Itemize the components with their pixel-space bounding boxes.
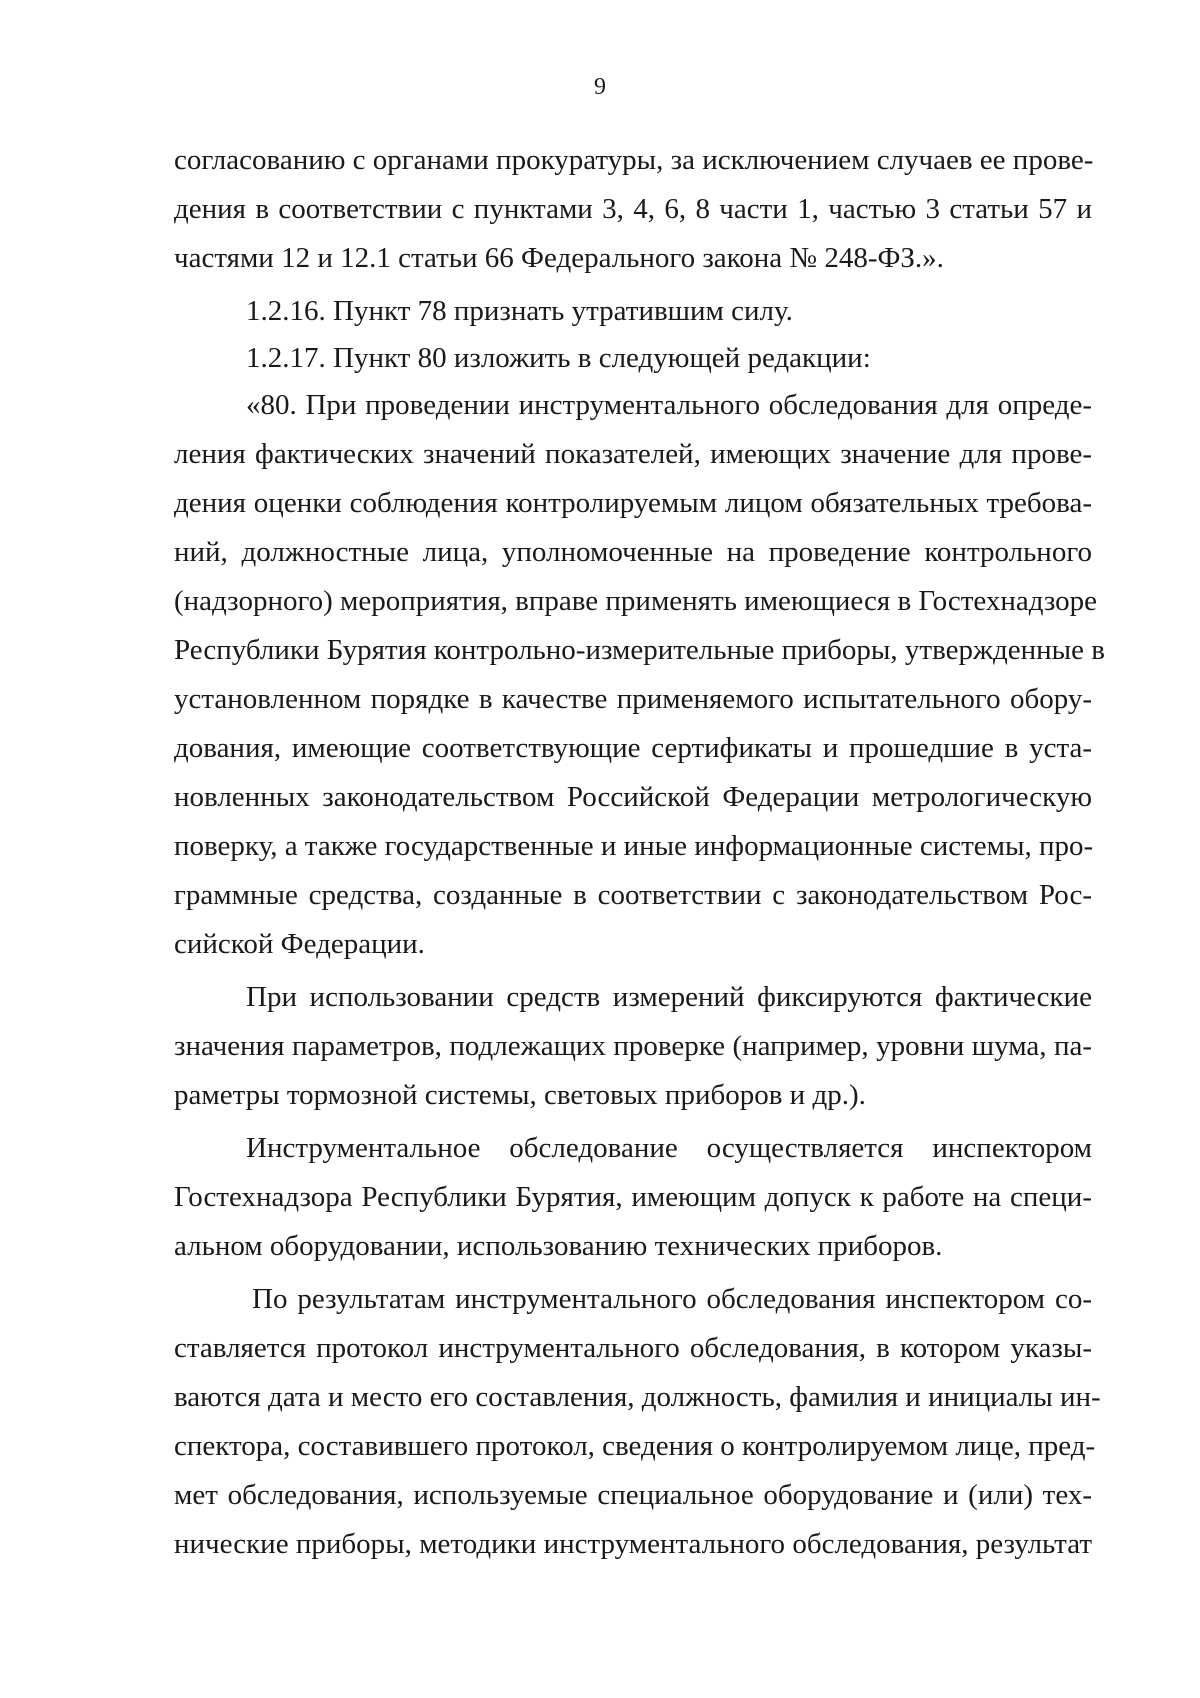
text-line: Инструментальное обследование осуществляется инспектором [246, 1132, 1092, 1164]
text-line: ставляется протокол инструментального обследования, в котором указы- [174, 1332, 1092, 1364]
text-line: дения оценки соблюдения контролируемым лицом обязательных требова- [174, 487, 1092, 519]
paragraph [174, 334, 1092, 383]
document-body [174, 136, 1105, 1569]
text-line: дения в соответствии с пунктами 3, 4, 6, 8 части 1, частью 3 статьи 57 и [174, 193, 1092, 225]
text-line: «80. При проведении инструментального обследования для опреде- [246, 389, 1092, 421]
text-line: При использовании средств измерений фиксируются фактические [246, 981, 1092, 1013]
paragraph [174, 136, 1092, 283]
text-line: граммные средства, созданные в соответствии с законодательством Рос- [174, 879, 1092, 911]
text-line: 1.2.17. Пункт 80 изложить в следующей редакции: [246, 342, 871, 374]
text-line: спектора, составившего протокол, сведения о контролируемом лице, пред- [174, 1430, 1096, 1462]
paragraph [174, 1275, 1101, 1569]
text-line: раметры тормозной системы, световых приборов и др.). [174, 1079, 866, 1111]
text-line: ний, должностные лица, уполномоченные на проведение контрольного [174, 536, 1092, 568]
text-line: дования, имеющие соответствующие сертификаты и прошедшие в уста- [174, 732, 1092, 764]
text-line: установленном порядке в качестве применяемого испытательного обору- [174, 683, 1092, 715]
text-line: (надзорного) мероприятия, вправе применять имеющиеся в Гостехнадзоре [174, 585, 1098, 617]
paragraph [174, 381, 1105, 969]
text-line: новленных законодательством Российской Федерации метрологическую [174, 781, 1092, 813]
paragraph [174, 287, 1092, 336]
text-line: частями 12 и 12.1 статьи 66 Федерального закона № 248-ФЗ.». [174, 242, 944, 274]
text-line: согласованию с органами прокуратуры, за исключением случаев ее прове- [174, 144, 1094, 176]
text-line: поверку, а также государственные и иные информационные системы, про- [174, 830, 1094, 862]
text-line: 1.2.16. Пункт 78 признать утратившим силу. [246, 295, 793, 327]
text-line: По результатам инструментального обследования инспектором со- [252, 1283, 1092, 1315]
text-line: нические приборы, методики инструментального обследования, результат [174, 1528, 1092, 1560]
text-line: сийской Федерации. [174, 928, 425, 960]
paragraph [174, 1124, 1092, 1271]
page-number: 9 [594, 74, 606, 100]
text-line: мет обследования, используемые специальное оборудование и (или) тех- [174, 1479, 1092, 1511]
text-line: альном оборудовании, использованию технических приборов. [174, 1230, 943, 1262]
text-line: ления фактических значений показателей, имеющих значение для прове- [174, 438, 1092, 470]
paragraph [174, 973, 1092, 1120]
text-line: Гостехнадзора Республики Бурятия, имеющим допуск к работе на специ- [174, 1181, 1092, 1213]
text-line: значения параметров, подлежащих проверке (например, уровни шума, па- [174, 1030, 1092, 1062]
text-line: ваются дата и место его составления, должность, фамилия и инициалы ин- [174, 1381, 1101, 1413]
text-line: Республики Бурятия контрольно-измерительные приборы, утвержденные в [174, 634, 1105, 666]
